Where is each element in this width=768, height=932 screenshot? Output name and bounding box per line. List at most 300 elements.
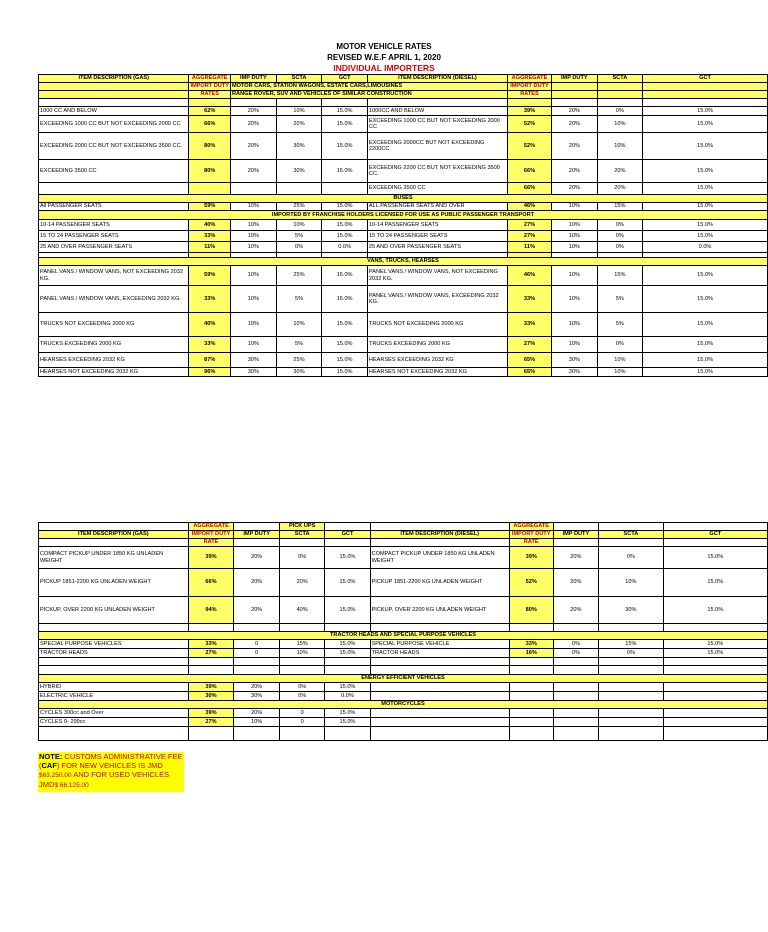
gas-imp-duty: 30% (230, 368, 276, 377)
empty-cell (599, 683, 664, 692)
diesel-scta: 10% (597, 116, 642, 133)
empty-cell (370, 683, 509, 692)
gas-aggregate: 40% (189, 313, 231, 337)
diesel-scta: 0% (597, 231, 642, 242)
gas-gct: 15.0% (322, 220, 368, 231)
gas-description: SPECIAL PURPOSE VEHICLES (39, 640, 189, 649)
gas-description: All PASSENGER SEATS (39, 203, 189, 211)
col-imp-duty-diesel: IMP DUTY (551, 75, 597, 83)
diesel-imp-duty: 10% (551, 286, 597, 313)
col-rates: RATES (189, 91, 231, 99)
gas-gct: 0.0% (325, 692, 370, 701)
diesel-aggregate: 46% (508, 203, 552, 211)
empty-cell (234, 727, 279, 741)
diesel-aggregate: 52% (508, 133, 552, 160)
subheader-row (39, 91, 768, 99)
gas-scta: 15% (279, 640, 324, 649)
gas-gct: 15.0% (325, 683, 370, 692)
section-row (39, 701, 768, 709)
diesel-description: EXCEEDING 1000 CC BUT NOT EXCEEDING 2000 CC (367, 116, 507, 133)
col-import-duty: IMPORT DUTY (190, 83, 229, 90)
empty-cell (234, 666, 279, 675)
gas-aggregate: 80% (189, 133, 231, 160)
empty-cell (663, 658, 767, 666)
diesel-description: PICKUP 1851-2200 KG UNLADEN WEIGHT (370, 569, 509, 597)
gas-gct: 15.0% (325, 569, 370, 597)
gas-scta: 20% (279, 569, 324, 597)
diesel-aggregate: 52% (509, 569, 553, 597)
section-energy: ENERGY EFFICIENT VEHICLES (39, 675, 768, 683)
revised-date: REVISED W.E.F APRIL 1, 2020 (327, 53, 441, 62)
diesel-description: 25 AND OVER PASSENGER SEATS (367, 242, 507, 253)
gas-imp-duty: 30% (230, 353, 276, 368)
table-row (39, 640, 768, 649)
gas-imp-duty: 10% (230, 203, 276, 211)
section-row (39, 258, 768, 266)
diesel-imp-duty: 20% (551, 183, 597, 195)
diesel-imp-duty: 20% (553, 547, 598, 569)
gas-gct: 15.0% (322, 116, 368, 133)
rates-table-main (38, 74, 768, 377)
diesel-gct: 15.0% (643, 368, 768, 377)
diesel-description: SPECIAL PURPOSE VEHICLE (370, 640, 509, 649)
gas-description: PICKUP, OVER 2200 KG UNLADEN WEIGHT (39, 597, 189, 624)
gas-scta: 10% (279, 649, 324, 658)
gas-gct: 15.0% (322, 203, 368, 211)
gas-imp-duty: 20% (230, 160, 276, 183)
diesel-gct: 15.0% (643, 220, 768, 231)
gas-description: CYCLES 300cc and Over (39, 709, 189, 718)
gas-imp-duty: 20% (230, 107, 276, 116)
gas-scta: 25% (276, 353, 322, 368)
note-used-amount: $ 66,125.00 (54, 782, 89, 789)
table-row (39, 116, 768, 133)
gas-gct: 15.0% (325, 649, 370, 658)
gas-imp-duty: 20% (234, 597, 279, 624)
col-gct-diesel: GCT (643, 75, 768, 83)
diesel-description: COMPACT PICKUP UNDER 1850 KG UNLADEN WEIGHT (370, 547, 509, 569)
gas-scta: 0 (279, 709, 324, 718)
diesel-gct: 15.0% (663, 569, 767, 597)
gas-description: TRUCKS NOT EXCEEDING 2000 KG (39, 313, 189, 337)
gas-aggregate: 94% (188, 597, 234, 624)
gas-gct: 15.0% (322, 160, 368, 183)
diesel-aggregate: 39% (508, 107, 552, 116)
empty-cell (509, 624, 553, 632)
spacer-row (39, 658, 768, 666)
empty-cell (553, 683, 598, 692)
diesel-description: 15 TO 24 PASSENGER SEATS (367, 231, 507, 242)
gas-scta: 25% (276, 203, 322, 211)
empty-cell (325, 666, 370, 675)
diesel-gct: 15.0% (643, 203, 768, 211)
section-row (39, 675, 768, 683)
diesel-aggregate: 52% (508, 116, 552, 133)
table-row (39, 368, 768, 377)
empty-cell (599, 709, 664, 718)
gas-description: COMPACT PICKUP UNDER 1850 KG UNLADEN WEIGHT (39, 547, 189, 569)
table-row (39, 133, 768, 160)
gas-imp-duty (230, 183, 276, 195)
empty-cell (553, 727, 598, 741)
empty-cell (663, 727, 767, 741)
diesel-imp-duty: 10% (551, 242, 597, 253)
gas-scta: 25% (276, 266, 322, 286)
col-imp-duty-diesel: IMP DUTY (553, 531, 598, 539)
diesel-imp-duty: 0% (553, 649, 598, 658)
empty-cell (370, 709, 509, 718)
diesel-description: EXCEEDING 2200 CC BUT NOT EXCEEDING 3500 CC. (367, 160, 507, 183)
gas-scta: 40% (279, 597, 324, 624)
col-import-duty: IMPORT DUTY (188, 531, 234, 539)
gas-imp-duty: 20% (230, 133, 276, 160)
rates-table-pickups (38, 522, 768, 741)
gas-imp-duty: 30% (234, 692, 279, 701)
table-row (39, 353, 768, 368)
diesel-description: TRUCKS NOT EXCEEDING 2000 KG (367, 313, 507, 337)
col-scta-diesel: SCTA (599, 531, 664, 539)
gas-imp-duty: 10% (234, 718, 279, 727)
diesel-description: PANEL VANS / WINDOW VANS, NOT EXCEEDING 2032 KG. (367, 266, 507, 286)
page-title: MOTOR VEHICLE RATES (336, 42, 432, 51)
gas-aggregate: 40% (189, 220, 231, 231)
diesel-scta: 20% (597, 183, 642, 195)
empty-cell (599, 666, 664, 675)
diesel-scta: 5% (597, 286, 642, 313)
gas-imp-duty: 0 (234, 649, 279, 658)
table-row (39, 286, 768, 313)
diesel-imp-duty: 20% (551, 116, 597, 133)
diesel-imp-duty: 10% (551, 231, 597, 242)
spacer-row (39, 99, 768, 107)
empty-cell (370, 692, 509, 701)
section-range-rover: RANGE ROVER, SUV AND VEHICLES OF SIMILAR CONSTRUCTION (230, 91, 507, 99)
col-gas-desc: ITEM DESCRIPTION (GAS) (39, 531, 189, 539)
gas-gct: 15.0% (322, 313, 368, 337)
diesel-scta: 0% (597, 337, 642, 353)
table-row (39, 266, 768, 286)
col-aggregate-diesel: AGGREGATE (508, 75, 552, 83)
empty-cell (188, 624, 234, 632)
gas-aggregate: 39% (188, 683, 234, 692)
section-vans: VANS, TRUCKS, HEARSES (39, 258, 768, 266)
table-row (39, 692, 768, 701)
empty-cell (599, 718, 664, 727)
table-row (39, 569, 768, 597)
gas-scta: 0 (279, 718, 324, 727)
col-diesel-desc: ITEM DESCRIPTION (DIESEL) (367, 75, 507, 83)
gas-aggregate: 33% (189, 286, 231, 313)
empty-cell (370, 718, 509, 727)
gas-description: EXCEEDING 3500 CC (39, 160, 189, 183)
empty-cell (553, 658, 598, 666)
diesel-description: HEARSES EXCEEDING 2032 KG (367, 353, 507, 368)
table-row (39, 242, 768, 253)
empty-cell (188, 658, 234, 666)
diesel-scta: 15% (599, 640, 664, 649)
diesel-scta: 0% (599, 649, 664, 658)
gas-description: HEARSES NOT EXCEEDING 2032 KG (39, 368, 189, 377)
diesel-aggregate: 65% (508, 353, 552, 368)
empty-cell (663, 666, 767, 675)
empty-cell (663, 718, 767, 727)
empty-cell (370, 666, 509, 675)
gas-scta: 20% (276, 116, 322, 133)
diesel-imp-duty: 10% (551, 203, 597, 211)
empty-cell (370, 727, 509, 741)
diesel-aggregate: 39% (509, 547, 553, 569)
diesel-imp-duty: 10% (551, 220, 597, 231)
gas-description: 25 AND OVER PASSENGER SEATS (39, 242, 189, 253)
empty-cell (599, 624, 664, 632)
col-gct: GCT (325, 531, 370, 539)
section-franchise: IMPORTED BY FRANCHISE HOLDERS LICENSED FOR USE AS PUBLIC PASSENGER TRANSPORT (39, 211, 768, 220)
gas-description: HYBRID (39, 683, 189, 692)
diesel-imp-duty: 20% (551, 160, 597, 183)
empty-cell (279, 666, 324, 675)
section-row (39, 195, 768, 203)
gas-scta: 10% (276, 107, 322, 116)
diesel-aggregate: 11% (508, 242, 552, 253)
spacer-row (39, 624, 768, 632)
empty-cell (509, 666, 553, 675)
col-gct: GCT (322, 75, 368, 83)
diesel-description: TRACTOR HEADS (370, 649, 509, 658)
empty-cell (325, 658, 370, 666)
note-text: ) FOR NEW VEHICLES IS JMD (56, 761, 163, 770)
table-row (39, 597, 768, 624)
empty-cell (370, 658, 509, 666)
header-row (39, 531, 768, 539)
gas-description: 10-14 PASSENGER SEATS (39, 220, 189, 231)
diesel-scta: 15% (597, 203, 642, 211)
note-label: NOTE: (39, 752, 63, 761)
gas-gct: 15.0% (325, 709, 370, 718)
empty-cell (39, 666, 189, 675)
gas-gct: 15.0% (325, 640, 370, 649)
gas-aggregate: 39% (188, 547, 234, 569)
spacer-row (39, 727, 768, 741)
col-rate-diesel: RATE (509, 539, 553, 547)
diesel-imp-duty: 10% (551, 266, 597, 286)
diesel-scta: 10% (597, 353, 642, 368)
empty-cell (279, 624, 324, 632)
diesel-gct: 0.0% (643, 242, 768, 253)
gas-aggregate: 59% (189, 266, 231, 286)
col-import-duty-diesel: IMPORT DUTY (509, 531, 553, 539)
empty-cell (599, 658, 664, 666)
gas-gct: 15.0% (322, 107, 368, 116)
diesel-aggregate: 16% (509, 649, 553, 658)
gas-gct: 0.0% (322, 242, 368, 253)
empty-cell (370, 624, 509, 632)
empty-cell (509, 709, 553, 718)
subheader-row (39, 539, 768, 547)
gas-imp-duty: 20% (234, 683, 279, 692)
table-row (39, 718, 768, 727)
gas-scta: 10% (276, 220, 322, 231)
diesel-description: PICKUP, OVER 2200 KG UNLADEN WEIGHT (370, 597, 509, 624)
spacer-row (39, 666, 768, 675)
diesel-gct: 15.0% (643, 107, 768, 116)
empty-cell (188, 727, 234, 741)
gas-imp-duty: 0 (234, 640, 279, 649)
gas-description: 15 TO 24 PASSENGER SEATS (39, 231, 189, 242)
table-row (39, 160, 768, 183)
importer-type: INDIVIDUAL IMPORTERS (333, 63, 435, 73)
col-import-duty-diesel: IMPORT DUTY (508, 83, 552, 91)
empty-cell (509, 718, 553, 727)
gas-imp-duty: 10% (230, 266, 276, 286)
diesel-gct: 15.0% (663, 649, 767, 658)
gas-description: CYCLES 0- 299cc (39, 718, 189, 727)
section-row (39, 211, 768, 220)
gas-scta: 0% (279, 547, 324, 569)
note-new-amount: $63,250.00 (39, 772, 72, 779)
gas-aggregate: 66% (189, 116, 231, 133)
gas-aggregate: 59% (189, 203, 231, 211)
gas-aggregate: 33% (189, 337, 231, 353)
diesel-imp-duty: 20% (553, 569, 598, 597)
diesel-scta: 30% (599, 597, 664, 624)
col-imp-duty: IMP DUTY (230, 75, 276, 83)
diesel-scta: 5% (597, 313, 642, 337)
empty-cell (553, 718, 598, 727)
empty-cell (279, 727, 324, 741)
empty-cell (509, 692, 553, 701)
gas-imp-duty: 10% (230, 337, 276, 353)
gas-gct: 15.0% (322, 266, 368, 286)
gas-scta: 30% (276, 368, 322, 377)
empty-cell (509, 658, 553, 666)
diesel-scta: 0% (597, 242, 642, 253)
diesel-description: EXCEEDING 2000CC BUT NOT EXCEEDING 2200CC (367, 133, 507, 160)
diesel-imp-duty: 30% (551, 353, 597, 368)
table-row (39, 709, 768, 718)
gas-imp-duty: 20% (230, 116, 276, 133)
diesel-description: ALL PASSENGER SEATS AND OVER (367, 203, 507, 211)
diesel-gct: 15.0% (643, 286, 768, 313)
diesel-description: 1000CC AND BELOW (367, 107, 507, 116)
diesel-imp-duty: 20% (551, 107, 597, 116)
gas-description: PANEL VANS / WINDOW VANS, EXCEEDING 2032 KG. (39, 286, 189, 313)
diesel-gct: 15.0% (643, 160, 768, 183)
gas-scta (276, 183, 322, 195)
col-scta-diesel: SCTA (597, 75, 642, 83)
gas-description: ELECTRIC VEHICLE (39, 692, 189, 701)
diesel-description: 10-14 PASSENGER SEATS (367, 220, 507, 231)
gas-imp-duty: 20% (234, 709, 279, 718)
gas-description: TRUCKS EXCEEDING 2000 KG (39, 337, 189, 353)
diesel-description: TRUCKS EXCEEDING 2000 KG (367, 337, 507, 353)
header-row (39, 523, 768, 531)
diesel-aggregate: 33% (508, 286, 552, 313)
diesel-gct: 15.0% (643, 266, 768, 286)
table-row (39, 649, 768, 658)
diesel-gct: 15.0% (663, 640, 767, 649)
gas-gct: 15.0% (322, 231, 368, 242)
diesel-gct: 15.0% (643, 231, 768, 242)
diesel-aggregate: 80% (509, 597, 553, 624)
gas-scta: 30% (276, 160, 322, 183)
gas-scta: 0% (279, 683, 324, 692)
gas-aggregate: 66% (188, 569, 234, 597)
gas-imp-duty: 10% (230, 231, 276, 242)
col-gct-diesel: GCT (663, 531, 767, 539)
empty-cell (553, 666, 598, 675)
note-text: CUSTOMS ADMINISTRATIVE FEE ( (39, 752, 183, 770)
gas-description: TRACTOR HEADS (39, 649, 189, 658)
gas-aggregate: 33% (189, 231, 231, 242)
gas-aggregate: 27% (188, 649, 234, 658)
subheader-row (39, 83, 768, 91)
gas-scta: 0% (276, 242, 322, 253)
empty-cell (553, 624, 598, 632)
diesel-aggregate: 27% (508, 231, 552, 242)
empty-cell (553, 692, 598, 701)
gas-gct: 15.0% (325, 597, 370, 624)
empty-cell (663, 624, 767, 632)
empty-cell (663, 709, 767, 718)
gas-aggregate: 62% (189, 107, 231, 116)
col-rates-diesel: RATES (508, 91, 552, 99)
col-scta: SCTA (276, 75, 322, 83)
diesel-scta: 10% (597, 368, 642, 377)
section-pickups: PICK UPS (279, 523, 324, 531)
diesel-description: HEARSES NOT EXCEEDING 2032 KG (367, 368, 507, 377)
gas-description: PICKUP 1851-2200 KG UNLADEN WEIGHT (39, 569, 189, 597)
diesel-aggregate: 66% (508, 183, 552, 195)
diesel-imp-duty: 20% (553, 597, 598, 624)
diesel-gct: 15.0% (643, 313, 768, 337)
table-row (39, 231, 768, 242)
gas-aggregate (189, 183, 231, 195)
section-tractor: TRACTOR HEADS AND SPECIAL PURPOSE VEHICLES (39, 632, 768, 640)
gas-gct: 15.0% (322, 368, 368, 377)
section-buses: BUSES (39, 195, 768, 203)
diesel-imp-duty: 20% (551, 133, 597, 160)
empty-cell (509, 727, 553, 741)
col-aggregate: AGGREGATE (188, 523, 234, 531)
table-row (39, 547, 768, 569)
table-row (39, 683, 768, 692)
diesel-aggregate: 27% (508, 337, 552, 353)
diesel-scta: 15% (597, 266, 642, 286)
gas-gct: 15.0% (322, 337, 368, 353)
diesel-aggregate: 65% (508, 368, 552, 377)
gas-gct: 15.0% (325, 718, 370, 727)
diesel-imp-duty: 30% (551, 368, 597, 377)
gas-scta: 0% (279, 692, 324, 701)
col-gas-desc: ITEM DESCRIPTION (GAS) (39, 75, 189, 83)
col-scta: SCTA (279, 531, 324, 539)
empty-cell (599, 727, 664, 741)
col-aggregate-diesel: AGGREGATE (509, 523, 553, 531)
gas-imp-duty: 10% (230, 286, 276, 313)
gas-scta: 5% (276, 231, 322, 242)
gas-scta: 30% (276, 133, 322, 160)
gas-aggregate: 33% (188, 640, 234, 649)
gas-gct: 15.0% (325, 547, 370, 569)
empty-cell (39, 658, 189, 666)
col-imp-duty: IMP DUTY (234, 531, 279, 539)
diesel-gct: 15.0% (643, 337, 768, 353)
diesel-description: PANEL VANS / WINDOW VANS, EXCEEDING 2032 KG. (367, 286, 507, 313)
gas-aggregate: 27% (188, 718, 234, 727)
diesel-aggregate: 33% (509, 640, 553, 649)
gas-scta: 5% (276, 337, 322, 353)
table-row (39, 220, 768, 231)
